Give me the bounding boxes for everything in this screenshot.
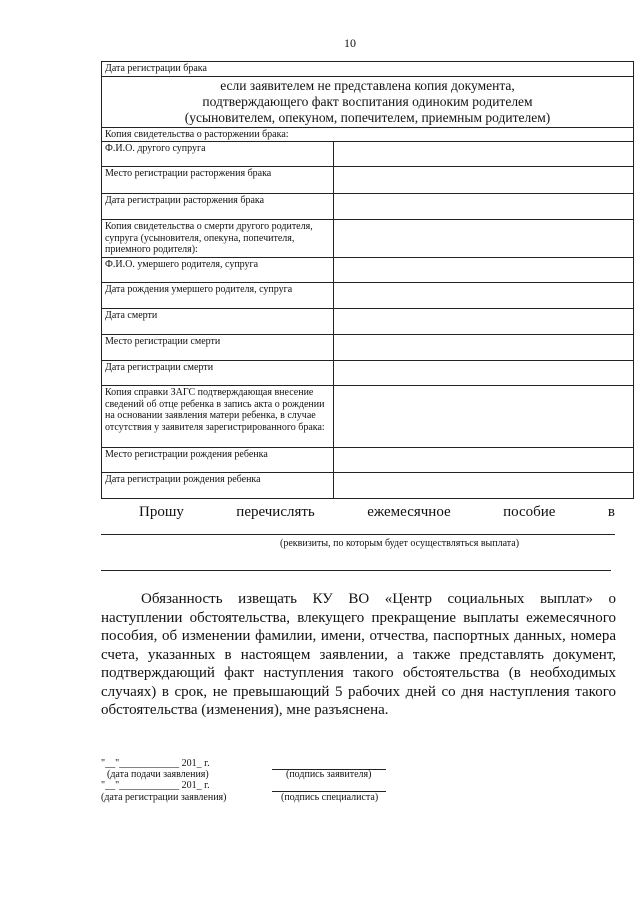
- divorce-reg-date-field[interactable]: [334, 194, 634, 220]
- deceased-birth-date-label: Дата рождения умершего родителя, супруга: [102, 283, 334, 309]
- marriage-registration-date-label: Дата регистрации брака: [102, 62, 634, 77]
- other-spouse-name-label: Ф.И.О. другого супруга: [102, 142, 334, 167]
- death-reg-date-field[interactable]: [334, 361, 634, 386]
- application-date-line[interactable]: "__"____________ 201_ г.: [101, 758, 210, 769]
- other-spouse-name-field[interactable]: [334, 142, 634, 167]
- divorce-reg-place-label: Место регистрации расторжения брака: [102, 167, 334, 194]
- specialist-signature-caption: (подпись специалиста): [281, 792, 379, 803]
- single-parent-note: [102, 76, 634, 127]
- requisites-caption: (реквизиты, по которым будет осуществляться выплата): [280, 538, 520, 549]
- requisites-fill-line[interactable]: [101, 534, 615, 535]
- zags-certificate-field[interactable]: [334, 386, 634, 448]
- divorce-reg-place-field[interactable]: [334, 167, 634, 194]
- birth-reg-place-label: Место регистрации рождения ребенка: [102, 448, 334, 473]
- request-word-5: в: [607, 504, 615, 520]
- deceased-name-label: Ф.И.О. умершего родителя, супруга: [102, 258, 334, 283]
- application-date-caption: (дата подачи заявления): [107, 769, 209, 780]
- death-certificate-field[interactable]: [334, 220, 634, 258]
- applicant-signature-caption: (подпись заявителя): [286, 769, 372, 780]
- request-word-3: ежемесячное: [367, 504, 451, 520]
- request-word-4: пособие: [503, 504, 556, 520]
- requisites-fill-line-2[interactable]: [101, 570, 611, 571]
- divorce-certificate-header: Копия свидетельства о расторжении брака:: [102, 127, 634, 142]
- death-certificate-header: Копия свидетельства о смерти другого родителя, супруга (усыновителя, опекуна, попечителя, приемного родителя):: [102, 220, 334, 258]
- death-date-field[interactable]: [334, 309, 634, 335]
- request-word-2: перечислять: [236, 504, 315, 520]
- single-parent-note-line-1: если заявителем не представлена копия документа,: [220, 77, 515, 93]
- deceased-name-field[interactable]: [334, 258, 634, 283]
- payment-request-line: [139, 504, 615, 521]
- registration-date-line[interactable]: "__"____________ 201_ г.: [101, 780, 210, 791]
- deceased-birth-date-field[interactable]: [334, 283, 634, 309]
- registration-date-caption: (дата регистрации заявления): [101, 792, 227, 803]
- request-word-1: Прошу: [139, 504, 184, 520]
- death-reg-date-label: Дата регистрации смерти: [102, 361, 334, 386]
- death-date-label: Дата смерти: [102, 309, 334, 335]
- page-number: 10: [344, 36, 356, 50]
- death-reg-place-label: Место регистрации смерти: [102, 335, 334, 361]
- single-parent-note-line-2: подтверждающего факт воспитания одиноким родителем: [202, 93, 533, 109]
- application-form-table: [101, 61, 634, 499]
- obligation-paragraph: Обязанность извещать КУ ВО «Центр социальных выплат» о наступлении обстоятельства, влекущего прекращение выплаты ежемесячного пособия, об изменении фамилии, имени, отчества, паспортных данных, номера счета, указанных в настоящем заявлении, а также представлять документ, подтверждающий факт наступления такого обстоятельства (в необходимых случаях) в срок, не превышающий 5 рабочих дней со дня наступления такого обстоятельства (изменения), мне разъяснена.: [101, 591, 616, 718]
- birth-reg-date-field[interactable]: [334, 473, 634, 499]
- divorce-reg-date-label: Дата регистрации расторжения брака: [102, 194, 334, 220]
- death-reg-place-field[interactable]: [334, 335, 634, 361]
- birth-reg-place-field[interactable]: [334, 448, 634, 473]
- birth-reg-date-label: Дата регистрации рождения ребенка: [102, 473, 334, 499]
- zags-certificate-header: Копия справки ЗАГС подтверждающая внесение сведений об отце ребенка в запись акта о рождении на основании заявления матери ребенка, в случае отсутствия у заявителя зарегистрированного брака:: [102, 386, 334, 448]
- single-parent-note-line-3: (усыновителем, опекуном, попечителем, приемным родителем): [184, 109, 551, 125]
